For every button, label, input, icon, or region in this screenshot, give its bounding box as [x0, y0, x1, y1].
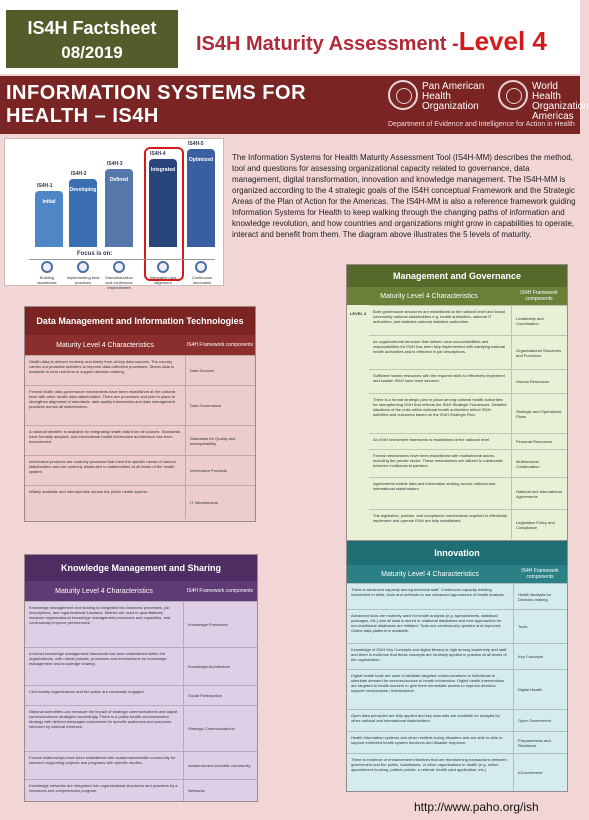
- km-row-comp-3: Social Participation: [183, 686, 257, 705]
- level-column-1: [35, 191, 63, 247]
- governance-row: [369, 393, 567, 433]
- innovation-row: [347, 731, 567, 753]
- governance-rows: [369, 305, 567, 539]
- knowledge-col-headers: [25, 581, 257, 601]
- dm-row-comp-4: Information Products: [185, 456, 255, 485]
- dm-row-comp-2: Data Governance: [185, 386, 255, 425]
- gov-row-text-2: An organizational structure that defines clear accountabilities and responsibilities for IS4H has been fully implemented with clarifying national health authorities and is reflected in job descriptions.: [373, 339, 506, 354]
- gov-row-comp-1: Leadership and Coordination: [511, 306, 567, 335]
- km-row-comp-5: Academia and scientific community: [183, 752, 257, 779]
- level-code-1: IS4H-1: [37, 183, 53, 189]
- inn-row-comp-4: Digital Health: [513, 670, 567, 709]
- inn-row-text-2: Advanced tools are routinely used for health analysis (e.g. spreadsheets, statistical packages, etc.) and all data is stored in relational databases and new approaches for non-traditional databases are initiated. Tools are continuously updated and improved. Online data platform is available.: [351, 613, 502, 633]
- km-row-comp-6: Networks: [183, 780, 257, 801]
- level-name-2: Developing: [69, 187, 97, 193]
- factsheet-title: IS4H Factsheet: [27, 18, 157, 38]
- governance-row: [369, 433, 567, 449]
- knowledge-row: [25, 779, 257, 801]
- banner-title-line1: INFORMATION SYSTEMS FOR: [6, 82, 307, 104]
- inn-row-comp-6: Preparedness and Resilience: [513, 732, 567, 753]
- panel-innovation: [346, 540, 568, 792]
- gov-row-text-5: An IS4H investment framework is established at the national level.: [373, 437, 491, 442]
- gov-row-text-4: There is a formal strategic plan in place among national health authorities for strengthening IS4H that reflects the IS4H Strategic Framework. Detailed situations of the units within national health authorities reflect IS4H activities and outcomes based on the IS4H Strategic Plan.: [373, 397, 507, 417]
- factsheet-date: 08/2019: [61, 43, 123, 62]
- gov-row-text-8: The legislative, policies, and compliance mechanisms required to effectively implement and operate IS4H are fully established.: [373, 513, 507, 523]
- level-column-5: [187, 149, 215, 247]
- km-row-text-6: Knowledge networks are integrated into organizational structures and practices by a resources and competencies program.: [29, 783, 178, 793]
- level-code-2: IS4H-2: [71, 171, 87, 177]
- focus-item-2: Implementing best practices: [66, 275, 100, 285]
- integration-icon: [157, 261, 169, 273]
- improvement-icon: [113, 261, 125, 273]
- km-row-text-1: Knowledge management and sharing is integrated into business processes, job descriptions, and organizational functions. Metrics are used to quantitatively measure organizational knowledge management processes and capacities, and continuously improve performance.: [29, 605, 171, 625]
- km-row-comp-1: Knowledge Processes: [183, 602, 257, 647]
- logos: [388, 80, 589, 122]
- km-row-comp-4: Strategic Communications: [183, 706, 257, 751]
- paho-line3: Organization: [422, 101, 479, 112]
- knowledge-row: [25, 601, 257, 647]
- who-line1: World Health: [532, 81, 561, 102]
- governance-row: [369, 477, 567, 509]
- gov-row-comp-2: Organizational Structures and Functions: [511, 336, 567, 369]
- inn-row-text-6: Health information systems and other resilient during disasters and are able to able to support extended health system functions and disaster response.: [351, 735, 503, 745]
- dm-row-comp-3: Standards for Quality and Interoperability: [185, 426, 255, 455]
- gov-row-text-1: Both governance structures are established at the national level and broad community national stakeholders e.g. health authorities, national IT authorities, and statistics national statistics authorities.: [373, 309, 505, 324]
- header: [0, 0, 580, 74]
- focus-item-5: Continuous innovation: [191, 275, 213, 285]
- focus-title: Focus is on:: [77, 251, 113, 257]
- level-code-5: IS4H-5: [188, 141, 204, 147]
- level-name-1: Initial: [42, 199, 56, 205]
- level-name-4: Integrated: [150, 167, 176, 173]
- inn-row-comp-3: Key Concepts: [513, 644, 567, 669]
- innovation-row: [347, 709, 567, 731]
- governance-row: [369, 335, 567, 369]
- assessment-prefix: IS4H Maturity Assessment -: [196, 33, 459, 55]
- innovation-row: [347, 753, 567, 791]
- governance-col2: IS4H Framework components: [520, 290, 558, 302]
- data-management-title: Data Management and Information Technologies: [25, 307, 255, 335]
- intro-paragraph: The Information Systems for Health Maturity Assessment Tool (IS4H-MM) describes the method, tool and questions for assessing organizational capacity related to governance, data management, digital transformation, innovation and knowledge management. The IS4H-MM is organized according to the 4 strategic goals of the IS4H conceptual Framework and the Strategic Areas of the Plan of Action for the Americas. The IS4H-MM is also a reference framework guiding Information Systems for Health to keep walking through the changing paths of information and knowledge revolution, and how countries and organizations might grow in capabilities to operate, interact and benefit from them. The diagram above illustrates the 5 levels of maturity.: [232, 153, 576, 239]
- innovation-row: [347, 669, 567, 709]
- assessment-level: Level 4: [458, 26, 547, 56]
- footer-url[interactable]: http://www.paho.org/ish: [414, 800, 539, 814]
- gov-row-text-3: Sufficient human resources with the required skills to effectively implement and sustain IS4H have been secured.: [373, 373, 505, 383]
- level-name-5: Optimized: [188, 157, 214, 163]
- inn-row-text-1: There is advanced capacity among technical staff. Continuous capacity building investment in skills, tools and methods to use advanced approaches of health analysis.: [351, 587, 505, 597]
- governance-row: [369, 305, 567, 335]
- assessment-title: [196, 26, 547, 57]
- data-management-row: [25, 455, 255, 485]
- inn-row-comp-2: Tools: [513, 610, 567, 643]
- dm-row-text-5: Widely available and interoperable across the public health system.: [29, 489, 149, 494]
- banner-title-line2: HEALTH – IS4H: [6, 105, 159, 127]
- governance-row: [369, 369, 567, 393]
- governance-col1: Maturity Level 4 Characteristics: [380, 292, 478, 300]
- data-management-col-headers: [25, 335, 255, 355]
- banner: [0, 76, 589, 134]
- gov-row-comp-4: Strategic and Operational Plans: [511, 394, 567, 433]
- maturity-diagram: [4, 138, 224, 290]
- awareness-icon: [41, 261, 53, 273]
- data-management-row: [25, 425, 255, 455]
- data-management-row: [25, 355, 255, 385]
- gov-row-text-7: Agreements enable data and information sharing across national and international stakeholders.: [373, 481, 496, 491]
- focus-item-3: Standardization and continuous improvement: [105, 275, 133, 290]
- inn-row-comp-7: eGovernment: [513, 754, 567, 791]
- focus-divider: [29, 259, 215, 260]
- knowledge-col2: IS4H Framework components: [186, 588, 254, 594]
- paho-logo-text: [422, 82, 484, 112]
- level-name-3: Defined: [109, 177, 129, 183]
- panel-data-management: [24, 306, 256, 522]
- km-row-text-4: National authorities can measure the impact of strategic communications and adjust communications strategies accordingly. There is a public health communication strategy with defined messages customized for specific audiences and purposes informed by national evidence.: [29, 709, 178, 729]
- paho-line2: Health: [422, 91, 451, 102]
- dm-row-comp-5: IT Infrastructure: [185, 486, 255, 519]
- km-row-text-3: Civil society organizations and the public are constantly engaged.: [29, 689, 145, 694]
- innovation-row: [347, 583, 567, 609]
- km-row-text-5: Formal relationships have been established with academia/scientific community for research supporting projects and programs with specific studies.: [29, 755, 176, 765]
- who-logo-text: [532, 82, 589, 122]
- dm-row-comp-1: Data Sources: [185, 356, 255, 385]
- dm-row-text-1: Health data is derived routinely and timely from all key data sources. The country carries out proactive activities to improve data collection processes. Stores data is available in near real-time to support decision-making.: [29, 359, 174, 374]
- who-line3: Americas: [532, 111, 574, 122]
- governance-row: [369, 509, 567, 539]
- banner-title: [6, 82, 306, 128]
- gov-row-text-6: Formal mechanisms have been established with multisectoral actors, including the private sector. These mechanisms are utilized to collaborate between multisectoral partners.: [373, 453, 503, 468]
- best-practices-icon: [77, 261, 89, 273]
- who-globe-icon: [498, 80, 528, 110]
- innovation-col1: Maturity Level 4 Characteristics: [381, 570, 479, 578]
- level-column-2: [69, 179, 97, 247]
- factsheet-badge: [6, 10, 178, 68]
- governance-row: [369, 449, 567, 477]
- focus-item-4: Integration and alignment: [149, 275, 177, 285]
- paho-line1: Pan American: [422, 81, 485, 92]
- gov-row-comp-6: Multisectoral Collaboration: [511, 450, 567, 477]
- km-row-text-2: A formal knowledge management framework has been established within the organizations, with robust policies, processes and mechanisms for knowledge management and knowledge sharing.: [29, 651, 167, 666]
- governance-title: Management and Governance: [347, 265, 567, 287]
- knowledge-row: [25, 705, 257, 751]
- knowledge-title: Knowledge Management and Sharing: [25, 555, 257, 581]
- data-management-col1: Maturity Level 4 Characteristics: [56, 341, 154, 349]
- data-management-col2: IS4H Framework components: [186, 342, 254, 348]
- innovation-icon: [195, 261, 207, 273]
- inn-row-text-4: Digital health tools are used to facilitate targeted communications to individuals to stimulate demand for services/access to health information. Digital health interventions are targeted to health workers to give them immediate access to improve decision support mechanisms / telemedicine.: [351, 673, 505, 693]
- inn-row-text-3: Knowledge of IS4H Key Concepts and digital literacy is high among leadership and staff and there is evidence that these concepts are routinely applied in practice at all levels of the organization.: [351, 647, 507, 662]
- innovation-row: [347, 643, 567, 669]
- panel-knowledge: [24, 554, 258, 802]
- innovation-row: [347, 609, 567, 643]
- gov-row-comp-7: National and International Agreements: [511, 478, 567, 509]
- governance-col-headers: [347, 287, 567, 305]
- level-code-4: IS4H-4: [150, 151, 166, 157]
- gov-row-comp-8: Legislation Policy and Compliance: [511, 510, 567, 539]
- inn-row-text-7: There is evidence of enhancement initiatives that are transforming transactions between government and the public, businesses, or other organizations in health (e.g. online appointment booking, patient portals, e-referral, health card application, etc.): [351, 757, 507, 772]
- governance-level-label: LEVEL 4: [350, 311, 367, 316]
- department-name: Department of Evidence and Intelligence for Action in Health: [388, 121, 575, 128]
- innovation-col2: IS4H Framework components: [521, 568, 559, 580]
- level-column-3: [105, 169, 133, 247]
- dm-row-text-4: Information products are routinely produced that meet the specific needs of various stakeholders and are routinely distributed to stakeholders at all levels of the health system.: [29, 459, 176, 474]
- dm-row-text-2: Formal health data governance mechanisms have been established at the national level with other health data stakeholders. There are processes and plan in place to strengthen alignment of standards, data quality frameworks and data management practices across all stakeholders.: [29, 389, 176, 409]
- data-management-row: [25, 385, 255, 425]
- knowledge-row: [25, 647, 257, 685]
- focus-item-1: Building awareness: [37, 275, 57, 285]
- who-line2: Organization: [532, 101, 589, 112]
- data-management-row: [25, 485, 255, 519]
- knowledge-row: [25, 685, 257, 705]
- innovation-title: Innovation: [347, 541, 567, 565]
- km-row-comp-2: Knowledge Architecture: [183, 648, 257, 685]
- paho-globe-icon: [388, 80, 418, 110]
- panel-governance: [346, 264, 568, 542]
- gov-row-comp-3: Human Resources: [511, 370, 567, 393]
- knowledge-col1: Maturity Level 4 Characteristics: [55, 587, 153, 595]
- inn-row-comp-5: Open Government: [513, 710, 567, 731]
- gov-row-comp-5: Financial Resources: [511, 434, 567, 449]
- inn-row-comp-1: Health Analysis for Decision-making: [513, 584, 567, 609]
- dm-row-text-3: A national identifier is available for integrating health data from all sources. Standards have formally adopted, and international health information architecture has been documented.: [29, 429, 180, 444]
- innovation-col-headers: [347, 565, 567, 583]
- knowledge-row: [25, 751, 257, 779]
- level-code-3: IS4H-3: [107, 161, 123, 167]
- inn-row-text-5: Open data principles are fully applied and key data sets are available for analysis by other national and international stakeholders.: [351, 713, 500, 723]
